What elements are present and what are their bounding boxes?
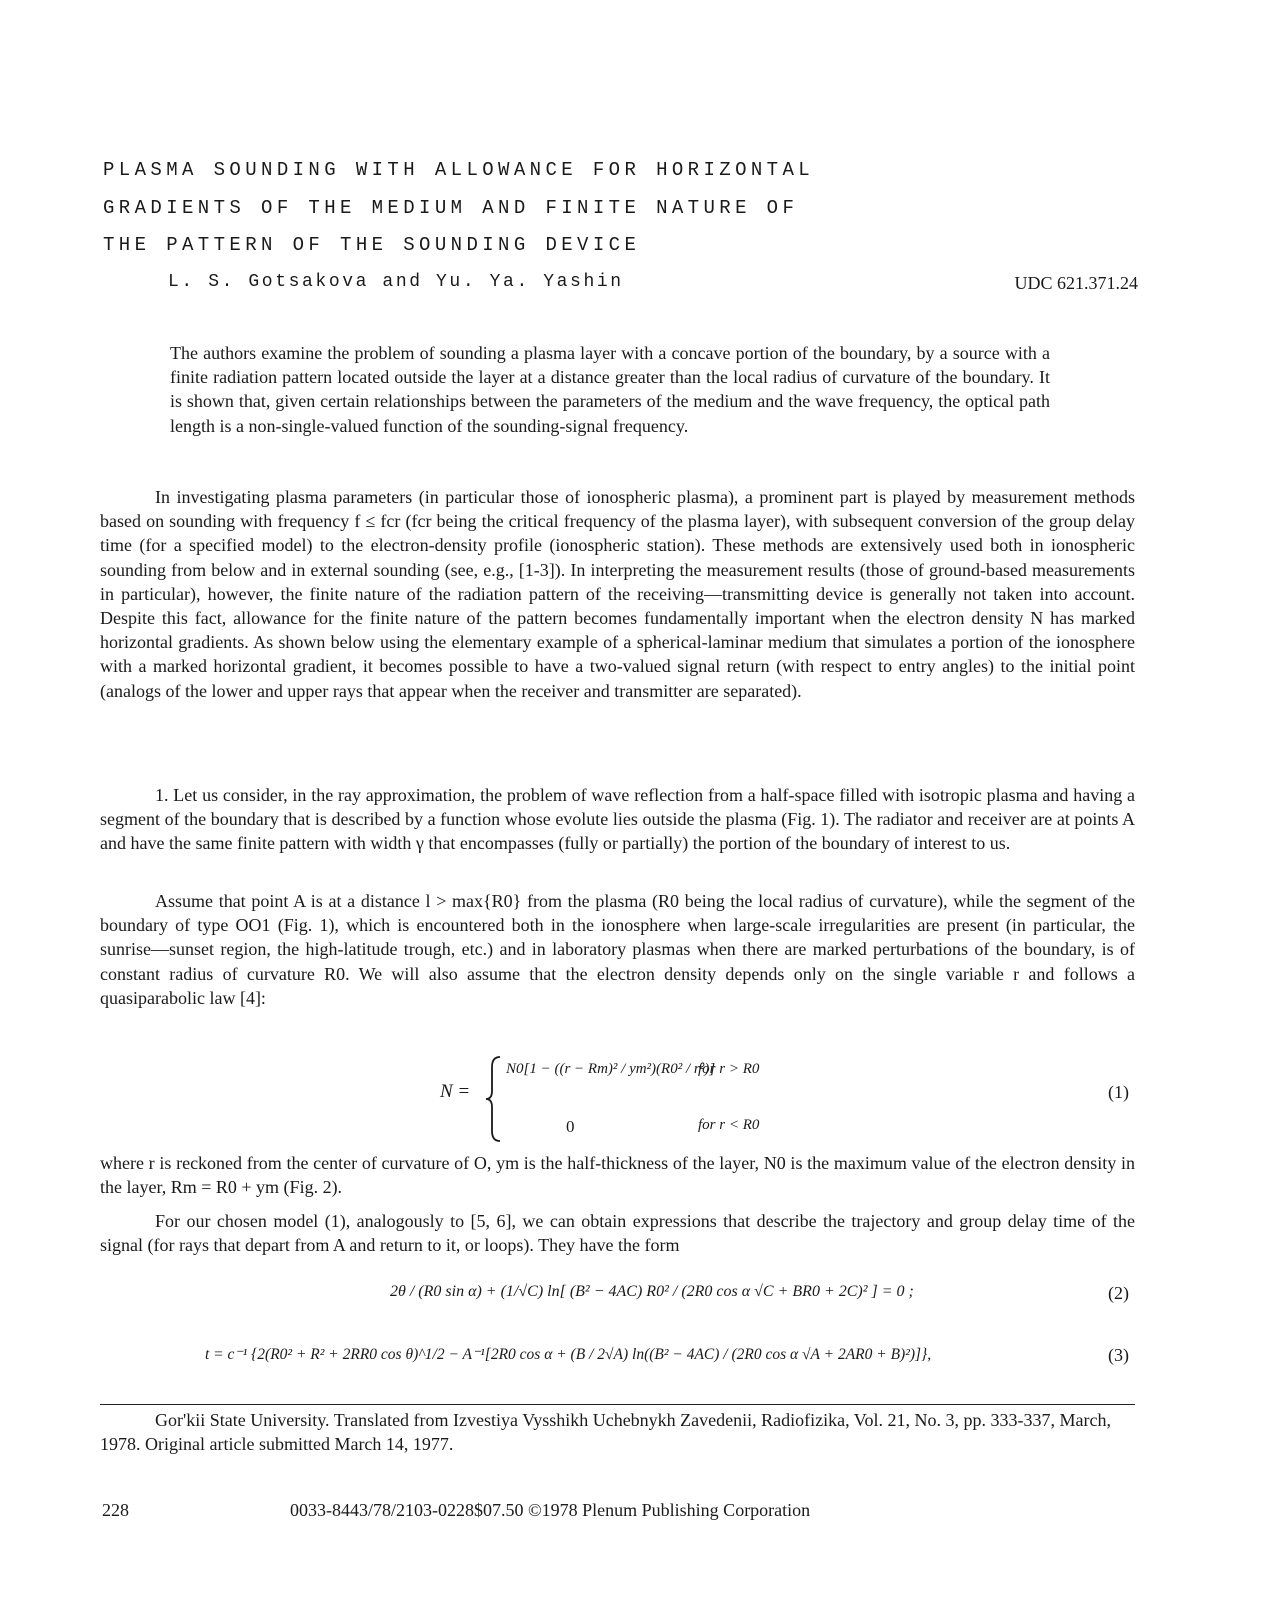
equation-2-number: (2) [1108,1283,1129,1303]
page-number: 228 [102,1500,129,1520]
body-paragraph-3 [100,889,1135,1010]
paragraph-text: In investigating plasma parameters (in particular those of ionospheric plasma), a prominent part is played by measurement methods based on sounding with frequency f ≤ fcr (fcr being the critical frequency of the plasma layer), with subsequent conversion of the group delay time (for a specified model) to the electron-density profile (ionospheric station). These methods are extensively used both in ionospheric sounding from below and in external sounding (see, e.g., [1-3]). In interpreting the measurement results (those of ground-based measurements in particular), however, the finite nature of the radiation pattern of the receiving—transmitting device is generally not taken into account. Despite this fact, allowance for the finite nature of the pattern becomes fundamentally important when the electron density N has marked horizontal gradients. As shown below using the elementary example of a spherical-laminar medium that simulates a portion of the ionosphere with a marked horizontal gradient, it becomes possible to have a two-valued signal return (with respect to entry angles) to the initial point (analogs of the lower and upper rays that appear when the receiver and transmitter are separated). [100,487,1135,701]
copyright-line: 0033-8443/78/2103-0228$07.50 ©1978 Plenum Publishing Corporation [290,1500,811,1520]
paragraph-text: For our chosen model (1), analogously to [5, 6], we can obtain expressions that describe the trajectory and group delay time of the signal (for rays that depart from A and return to it, or loops). They have the form [100,1211,1135,1256]
footnote-divider [100,1404,1135,1405]
body-paragraph-4 [100,1151,1135,1199]
paper-title [103,152,1003,265]
title-line-2: GRADIENTS OF THE MEDIUM AND FINITE NATURE OF [103,196,799,219]
equation-1 [440,1055,860,1145]
equation-1-lhs: N = [440,1081,471,1102]
body-paragraph-1 [100,485,1135,703]
equation-3-number: (3) [1108,1345,1129,1365]
title-line-3: THE PATTERN OF THE SOUNDING DEVICE [103,234,641,256]
title-line-1: PLASMA SOUNDING WITH ALLOWANCE FOR HORIZONTAL [103,159,815,181]
udc-code: UDC 621.371.24 [1014,273,1138,293]
abstract: The authors examine the problem of sounding a plasma layer with a concave portion of the boundary, by a source with a finite radiation pattern located outside the layer at a distance greater than the local radius of curvature of the boundary. It is shown that, given certain relationships between the parameters of the medium and the wave frequency, the optical path length is a non-single-valued function of the sounding-signal frequency. [170,343,1050,436]
equation-1-case-1: N0[1 − ((r − Rm)² / ym²)(R0² / r²)] [506,1061,716,1077]
equation-1-case-2: 0 [566,1117,575,1136]
body-paragraph-5 [100,1209,1135,1257]
left-brace-icon [484,1055,504,1143]
equation-1-number: (1) [1108,1082,1129,1102]
paragraph-text: where r is reckoned from the center of curvature of O, ym is the half-thickness of the layer, N0 is the maximum value of the electron density in the layer, Rm = R0 + ym (Fig. 2). [100,1153,1135,1198]
paragraph-text: Assume that point A is at a distance l > max{R0} from the plasma (R0 being the local radius of curvature), while the segment of the boundary of type OO1 (Fig. 1), which is encountered both in the ionosphere when large-scale irregularities are present (in particular, the sunrise—sunset region, the high-latitude trough, etc.) and in laboratory plasmas when there are marked perturbations of the boundary, is of constant radius of curvature R0. We will also assume that the electron density depends only on the single variable r and follows a quasiparabolic law [4]: [100,891,1135,1008]
equation-1-case-2-condition: for r < R0 [698,1117,760,1133]
equation-2: 2θ / (R0 sin α) + (1/√C) ln[ (B² − 4AC) R0² / (2R0 cos α √C + BR0 + 2C)² ] = 0 ; [390,1283,914,1300]
paragraph-text: 1. Let us consider, in the ray approximation, the problem of wave reflection from a half-space filled with isotropic plasma and having a segment of the boundary that is described by a function whose evolute lies outside the plasma (Fig. 1). The radiator and receiver are at points A and have the same finite pattern with width γ that encompasses (fully or partially) the portion of the boundary of interest to us. [100,785,1135,854]
footnote-text: Gor'kii State University. Translated from Izvestiya Vysshikh Uchebnykh Zavedenii, Radiofizika, Vol. 21, No. 3, pp. 333-337, March, 1978. Original article submitted March 14, 1977. [100,1410,1111,1455]
footnote [100,1408,1135,1456]
body-paragraph-2 [100,783,1135,856]
equation-1-case-1-condition: for r > R0 [698,1061,760,1077]
authors: L. S. Gotsakova and Yu. Ya. Yashin [168,272,624,292]
equation-3: t = c⁻¹ {2(R0² + R² + 2RR0 cos θ)^1/2 − A⁻¹[2R0 cos α + (B / 2√A) ln((B² − 4AC) / (2R0 cos α √A + 2AR0 + B)²)]}, [205,1346,932,1363]
